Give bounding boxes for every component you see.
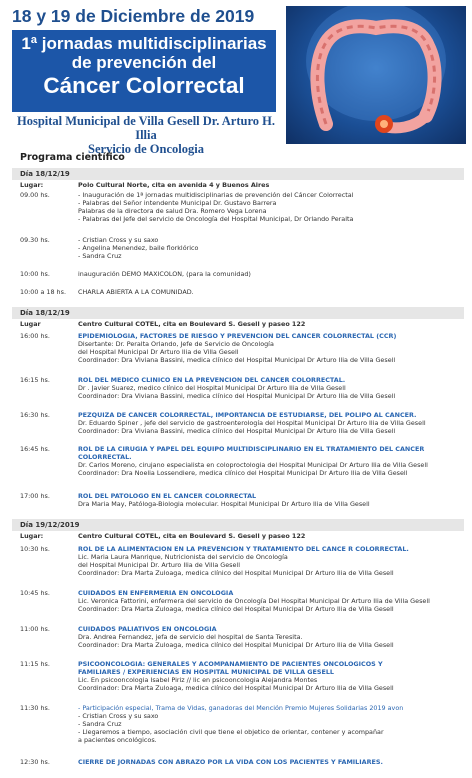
- row-line: EPIDEMIOLOGIA, FACTORES DE RIESGO Y PREVENCION DEL CANCER COLORRECTAL (CCR): [78, 333, 397, 340]
- row-line: Disertante: Dr. Peralta Orlando, Jefe de Servicio de Oncología: [78, 340, 274, 348]
- row-line: inauguración DEMO MAXICOLON, (para la comunidad): [78, 271, 251, 278]
- event-title-box: [12, 30, 276, 112]
- row-time: 10:00 a 18 hs.: [20, 288, 66, 296]
- row-body: [78, 533, 462, 541]
- row-body: [78, 446, 462, 478]
- row-line: CUIDADOS EN ENFERMERIA EN ONCOLOGIA: [78, 590, 234, 597]
- row-time: Lugar:: [20, 181, 44, 189]
- row-line: - Cristian Cross y su saxo: [78, 712, 159, 720]
- row-time: 10:00 hs.: [20, 270, 50, 278]
- row-line: - Sandra Cruz: [78, 720, 122, 728]
- row-line: - Palabras del Señor intendente Municipal Dr. Gustavo Barrera: [78, 199, 277, 207]
- row-line: Palabras de la directora de salud Dra. Romero Vega Lorena: [78, 207, 267, 215]
- row-line: - Llegaremos a tiempo, asociación civil que tiene el objetico de orientar, contener y acompañar: [78, 728, 384, 736]
- row-line: Polo Cultural Norte, cita en avenida 4 y Buenos Aires: [78, 182, 270, 189]
- row-line: - Palabras del Jefe del servicio de Oncología del Hospital Municipal, Dr Orlando Peralta: [78, 215, 354, 223]
- row-time: 12:30 hs.: [20, 758, 50, 766]
- row-line: PEZQUIZA DE CANCER COLORRECTAL, IMPORTANCIA DE ESTUDIARSE, DEL POLIPO AL CANCER.: [78, 412, 417, 419]
- row-line: - Participación especial, Trama de Vidas, ganadoras del Mención Premio Mujeres Solidarias 2019 avon: [78, 705, 404, 712]
- row-line: - Cristian Cross y su saxo: [78, 237, 159, 244]
- row-body: [78, 182, 462, 190]
- row-line: Coordinador: Dra Marta Zuloaga, medica clínico del Hospital Municipal Dr Arturo Ilia de Villa Gesell: [78, 684, 394, 692]
- row-time: 16:00 hs.: [20, 332, 50, 340]
- row-body: [78, 412, 462, 436]
- row-line: ROL DE LA ALIMENTACION EN LA PREVENCION Y TRATAMIENTO DEL CANCE R COLORRECTAL.: [78, 546, 409, 553]
- row-line: Centro Cultural COTEL, cita en Boulevard S. Gesell y paseo 122: [78, 533, 306, 540]
- title-line-1: 1ª jornadas multidisciplinarias: [21, 34, 267, 53]
- row-line: Dr. Carlos Moreno, cirujano especialista en coloproctologia del Hospital Municipal Dr Arturo Ilia de Villa Gesell: [78, 461, 428, 469]
- row-time: 10:45 hs.: [20, 589, 50, 597]
- row-line: - Sandra Cruz: [78, 252, 122, 260]
- colon-illustration-svg: [286, 6, 466, 144]
- row-body: [78, 289, 462, 297]
- row-line: CIERRE DE JORNADAS CON ABRAZO POR LA VIDA CON LOS PACIENTES Y FAMILIARES.: [78, 759, 383, 766]
- day-header: Día 18/12/19: [12, 168, 464, 180]
- row-body: [78, 705, 462, 745]
- row-line: Lic. En psicooncologia Isabel Piriz // lic en psicooncologia Alejandra Montes: [78, 676, 318, 684]
- row-line: Coordinador: Dra Marta Zuloaga, medica clínico del Hospital Municipal Dr Arturo Ilia de Villa Gesell: [78, 641, 394, 649]
- row-line: Dra. Andrea Fernandez, jefa de servicio del hospital de Santa Teresita.: [78, 633, 303, 641]
- title-line-2: de prevención del: [71, 53, 217, 72]
- row-body: [78, 590, 462, 614]
- row-line: - Angelina Menendez, baile florklórico: [78, 244, 199, 252]
- row-line: Dr . Javier Suarez, medico clínico del Hospital Municipal Dr Arturo Ilia de Villa Gesell: [78, 384, 346, 392]
- row-body: [78, 237, 462, 261]
- row-line: del Hospital Municipal Dr Arturo Ilia de Villa Gesell: [78, 348, 239, 356]
- row-time: 11:30 hs.: [20, 704, 50, 712]
- row-time: Lugar: [20, 320, 41, 328]
- event-date: 18 y 19 de Diciembre de 2019: [12, 6, 255, 26]
- row-line: CUIDADOS PALIATIVOS EN ONCOLOGIA: [78, 626, 217, 633]
- title-line-3: Cáncer Colorrectal: [43, 73, 245, 98]
- row-time: 10:30 hs.: [20, 545, 50, 553]
- row-line: a pacientes oncológicos.: [78, 736, 157, 744]
- row-line: ROL DEL PATOLOGO EN EL CANCER COLORRECTAL: [78, 493, 257, 500]
- row-line: Lic. Veronica Fattorini, enfermera del servicio de Oncología Del Hospital Municipal Dr Arturo Ilia de Villa Gesell: [78, 597, 430, 605]
- row-body: [78, 192, 462, 224]
- day-header: Día 19/12/2019: [12, 519, 464, 531]
- row-body: [78, 377, 462, 401]
- row-time: 16:30 hs.: [20, 411, 50, 419]
- row-time: 09.00 hs.: [20, 191, 50, 199]
- row-line: del Hospital Municipal Dr. Arturo Ilia de Villa Gesell: [78, 561, 240, 569]
- row-body: [78, 759, 462, 767]
- row-line: ROL DEL MEDICO CLINICO EN LA PREVENCION DEL CANCER COLORRECTAL.: [78, 377, 346, 384]
- program-title: Programa científico: [20, 152, 125, 163]
- row-line: Dra Maria May, Patóloga-Biologia molecular. Hospital Municipal Dr Arturo Ilia de Villa Gesell: [78, 500, 370, 508]
- hospital-name: [10, 114, 282, 156]
- row-time: 11:00 hs.: [20, 625, 50, 633]
- colon-illustration-icon: [286, 6, 466, 144]
- row-line: COLORRECTAL.: [78, 453, 132, 461]
- row-body: [78, 271, 462, 279]
- row-time: 17:00 hs.: [20, 492, 50, 500]
- row-line: - Inauguración de 1ª jornadas multidisciplinarias de prevención del Cáncer Colorrectal: [78, 192, 354, 199]
- row-time: Lugar:: [20, 532, 44, 540]
- row-body: [78, 546, 462, 578]
- row-line: Coordinador: Dra Viviana Bassini, medica clínico del Hospital Municipal Dr Arturo Ilia de Villa Gesell: [78, 427, 396, 435]
- row-line: Coordinador: Dra Viviana Bassini, medica clínico del Hospital Municipal Dr Arturo Ilia de Villa Gesell: [78, 392, 396, 400]
- row-line: Coordinador: Dra Marta Zuloaga, medica clínico del Hospital Municipal Dr Arturo Ilia de Villa Gesell: [78, 605, 394, 613]
- row-body: [78, 321, 462, 329]
- header: [0, 0, 472, 156]
- hospital-line-1: Hospital Municipal de Villa Gesell Dr. Arturo H. Illia: [16, 114, 275, 142]
- row-line: Dr. Eduardo Spiner , jefe del servicio de gastroenterología del Hospital Municipal Dr Arturo Ilia de Villa Gesell: [78, 419, 426, 427]
- row-line: Lic. Maria Laura Manrique, Nutricionista del servicio de Oncología: [78, 553, 288, 561]
- row-line: Centro Cultural COTEL, cita en Boulevard S. Gesell y paseo 122: [78, 321, 306, 328]
- row-body: [78, 626, 462, 650]
- day-header: Día 18/12/19: [12, 307, 464, 319]
- row-body: [78, 493, 462, 509]
- row-line: Coordinador: Dra Marta Zuloaga, medica clínico del Hospital Municipal Dr Arturo Ilia de Villa Gesell: [78, 569, 394, 577]
- row-time: 16:45 hs.: [20, 445, 50, 453]
- row-time: 09.30 hs.: [20, 236, 50, 244]
- row-time: 16:15 hs.: [20, 376, 50, 384]
- row-line: Coordinador: Dra Noelia Lossendiere, medica clínico del Hospital Municipal Dr Arturo Ilia de Villa Gesell: [78, 469, 408, 477]
- hospital-line-2: Servicio de Oncologia: [88, 142, 204, 156]
- row-body: [78, 661, 462, 693]
- row-line: Coordinador: Dra Viviana Bassini, medica clínico del Hospital Municipal Dr Arturo Ilia de Villa Gesell: [78, 356, 396, 364]
- row-line: CHARLA ABIERTA A LA COMUNIDAD.: [78, 289, 194, 296]
- row-line: FAMILIARES / EXPERIENCIAS EN HOSPITAL MUNICIPAL DE VILLA GESELL: [78, 668, 335, 676]
- row-body: [78, 333, 462, 365]
- row-time: 11:15 hs.: [20, 660, 50, 668]
- row-line: PSICOONCOLOGIA: GENERALES Y ACOMPAÑAMIENTO DE PACIENTES ONCOLOGICOS Y: [78, 661, 383, 668]
- row-line: ROL DE LA CIRUGIA Y PAPEL DEL EQUIPO MULTIDISCIPLINARIO EN EL TRATAMIENTO DEL CANCER: [78, 446, 425, 453]
